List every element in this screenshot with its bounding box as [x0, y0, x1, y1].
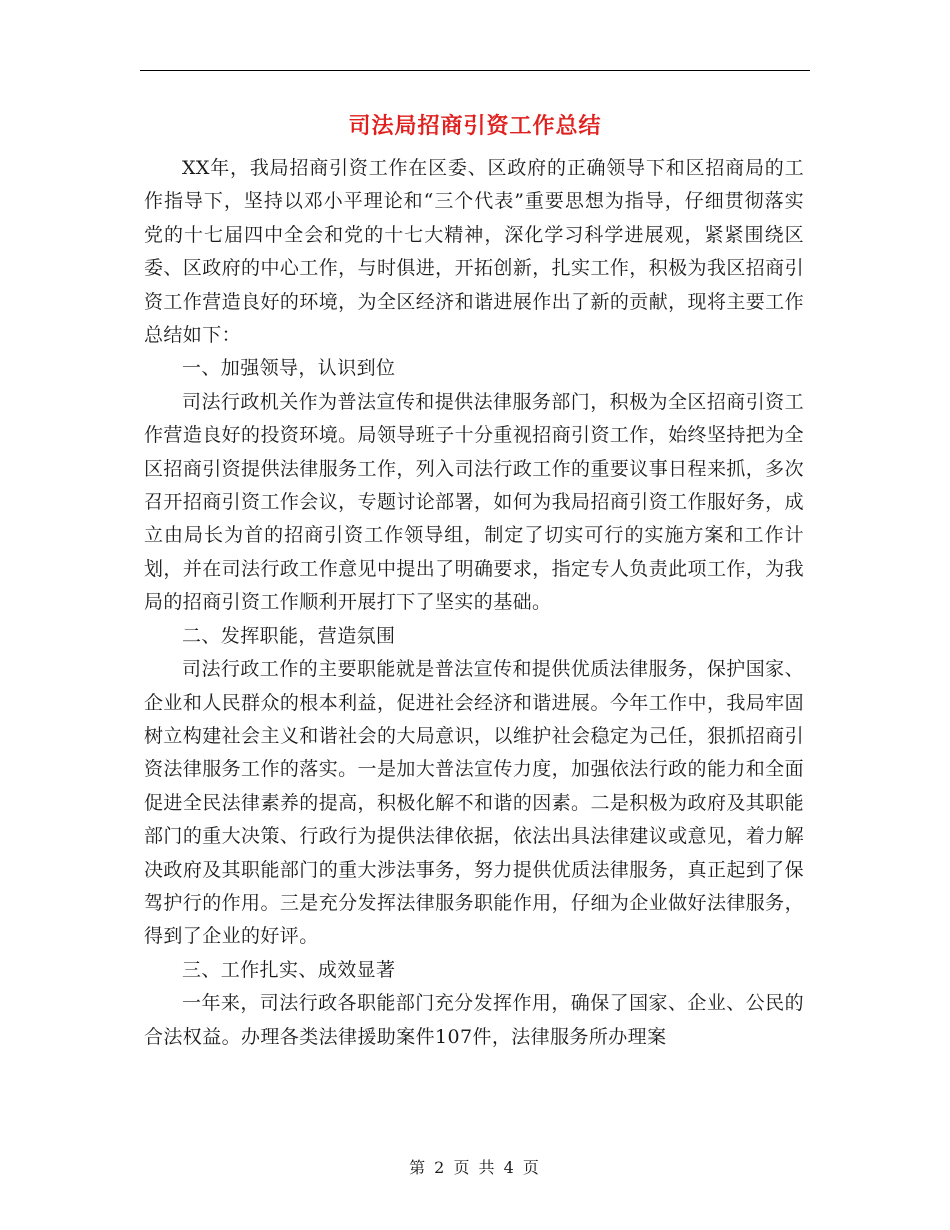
section-heading-1: 一、加强领导，认识到位 [182, 357, 396, 380]
page-footer: 第 2 页 共 4 页 [409, 1158, 541, 1177]
paragraph-section-3: 一年来，司法行政各职能部门充分发挥作用，确保了国家、企业、公民的合法权益。办理各类法律援助案件107件，法律服务所办理案 [144, 992, 804, 1048]
paragraph-intro: XX年，我局招商引资工作在区委、区政府的正确领导下和区招商局的工作指导下，坚持以邓小平理论和“三个代表”重要思想为指导，仔细贯彻落实党的十七届四中全会和党的十七大精神，深化学习科学进展观，紧紧围绕区委、区政府的中心工作，与时俱进，开拓创新，扎实工作，积极为我区招商引资工作营造良好的环境，为全区经济和谐进展作出了新的贡献，现将主要工作总结如下： [144, 157, 804, 347]
paragraph-section-2: 司法行政工作的主要职能就是普法宣传和提供优质法律服务，保护国家、企业和人民群众的根本利益，促进社会经济和谐进展。今年工作中，我局牢固树立构建社会主义和谐社会的大局意识，以维护社会稳定为己任，狠抓招商引资法律服务工作的落实。一是加大普法宣传力度，加强依法行政的能力和全面促进全民法律素养的提高，积极化解不和谐的因素。二是积极为政府及其职能部门的重大决策、行政行为提供法律依据，依法出具法律建议或意见，着力解决政府及其职能部门的重大涉法事务，努力提供优质法律服务，真正起到了保驾护行的作用。三是充分发挥法律服务职能作用，仔细为企业做好法律服务，得到了企业的好评。 [144, 658, 804, 948]
header-rule [140, 70, 810, 71]
section-heading-3: 三、工作扎实、成效显著 [182, 958, 396, 981]
document-body [144, 152, 804, 1054]
document-title: 司法局招商引资工作总结 [348, 113, 602, 139]
paragraph-section-1: 司法行政机关作为普法宣传和提供法律服务部门，积极为全区招商引资工作营造良好的投资环境。局领导班子十分重视招商引资工作，始终坚持把为全区招商引资提供法律服务工作，列入司法行政工作的重要议事日程来抓，多次召开招商引资工作会议，专题讨论部署，如何为我局招商引资工作服好务，成立由局长为首的招商引资工作领导组，制定了切实可行的实施方案和工作计划，并在司法行政工作意见中提出了明确要求，指定专人负责此项工作，为我局的招商引资工作顺利开展打下了坚实的基础。 [144, 390, 804, 614]
section-heading-2: 二、发挥职能，营造氛围 [182, 624, 396, 647]
